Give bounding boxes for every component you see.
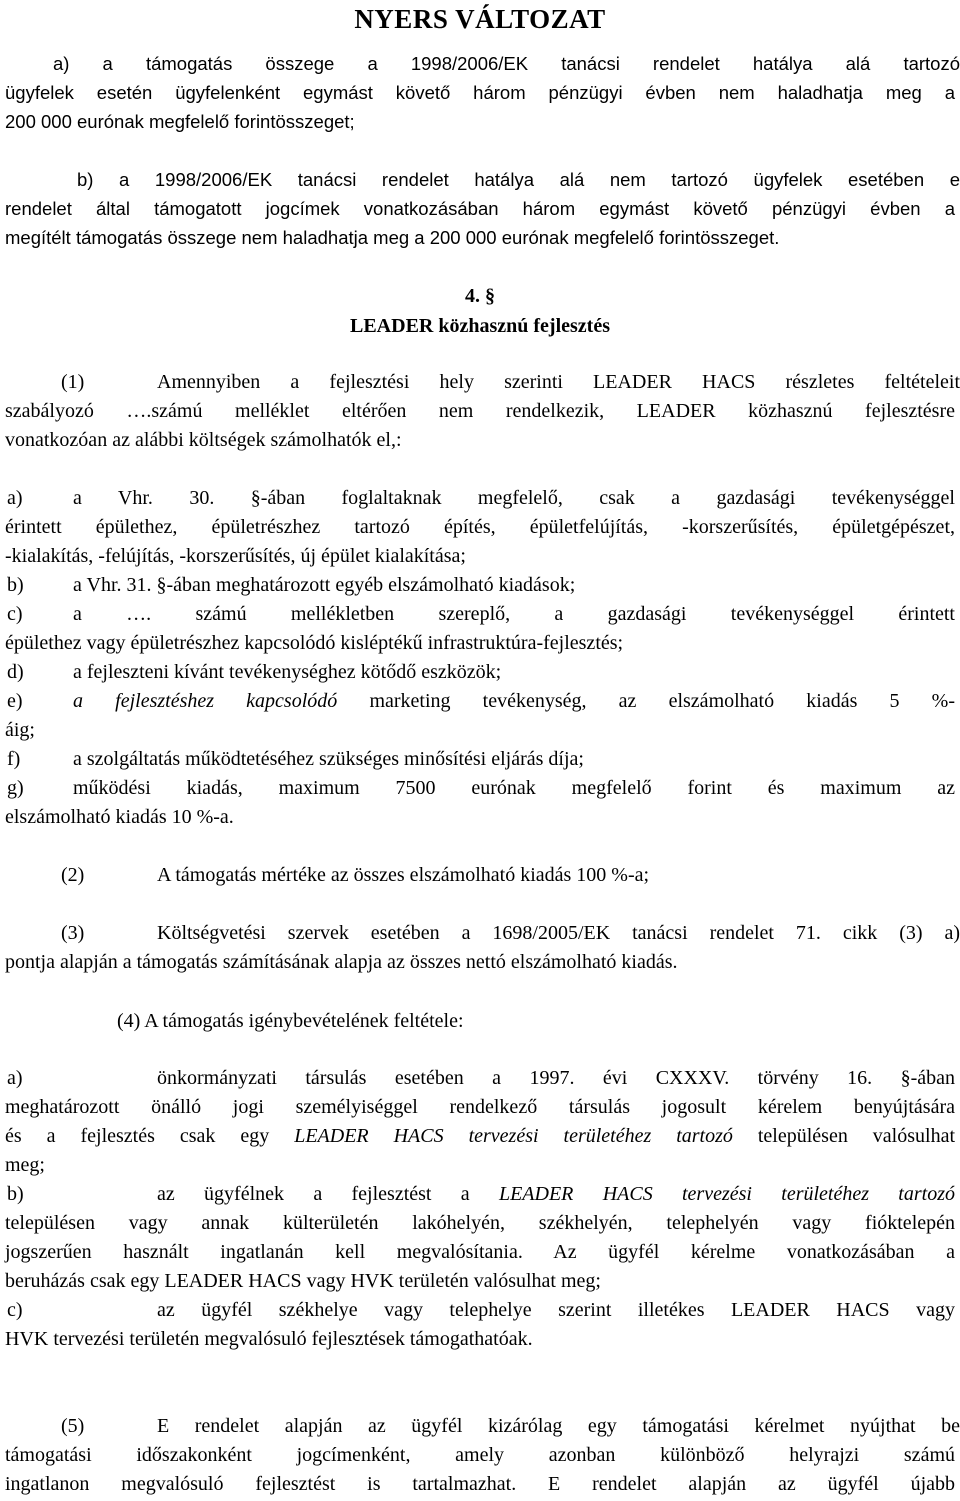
p4-c-label: c) <box>7 1299 23 1321</box>
p1-a-text: a Vhr. 30. §-ában foglaltaknak megfelelő, csak a gazdasági tevékenységgel <box>73 487 955 509</box>
p5-line-2: támogatási időszakonként jogcímenként, amely azonban különböző helyrajzi számú <box>5 1444 955 1466</box>
p1-e-line-2: áig; <box>5 719 35 741</box>
intro-b-line-3: megítélt támogatás összege nem haladhatja meg a 200 000 eurónak megfelelő forintösszeget. <box>5 227 780 248</box>
p4-b-line-1-italic: LEADER HACS tervezési területéhez tartozó <box>498 1183 955 1205</box>
p1-c-line-1 <box>5 602 955 626</box>
p4-b-label: b) <box>7 1183 24 1205</box>
p2-line <box>5 863 960 887</box>
p1-e-italic-text: a fejlesztéshez kapcsolódó <box>73 690 338 712</box>
p1-a-line-1 <box>5 486 955 510</box>
p1-a-line-3: -kialakítás, -felújítás, -korszerűsítés, új épület kialakítása; <box>5 545 466 567</box>
p5-line-3: ingatlanon megvalósuló fejlesztést is tartalmazhat. E rendelet alapján az ügyfél újabb <box>5 1473 955 1495</box>
p1-d-line <box>5 660 955 684</box>
p1-line-2: szabályozó ….számú melléklet eltérően nem rendelkezik, LEADER közhasznú fejlesztésre <box>5 400 955 422</box>
p3-line-1-text: Költségvetési szervek esetében a 1698/2005/EK tanácsi rendelet 71. cikk (3) a) <box>157 922 960 944</box>
p4-b-line-4: beruházás csak egy LEADER HACS vagy HVK területén valósulhat meg; <box>5 1270 601 1292</box>
p5-line-1 <box>5 1414 960 1438</box>
section-number-text: 4. <box>465 285 485 307</box>
intro-b-line-1: b) a 1998/2006/EK tanácsi rendelet hatálya alá nem tartozó ügyfelek esetében e <box>77 169 960 190</box>
p1-label: (1) <box>61 371 85 393</box>
p1-f-label: f) <box>7 748 21 770</box>
p1-f-line <box>5 747 955 771</box>
p1-c-text: a …. számú mellékletben szereplő, a gazdasági tevékenységgel érintett <box>73 603 955 625</box>
p4-a-line-4: meg; <box>5 1154 45 1176</box>
p1-line-1 <box>5 370 960 394</box>
p4-b-line-2: településen vagy annak külterületén lakóhelyén, székhelyén, telephelyén vagy fióktelepén <box>5 1212 955 1234</box>
p4-a-label: a) <box>7 1067 23 1089</box>
p1-g-line-2: elszámolható kiadás 10 %-a. <box>5 806 234 828</box>
p4-a-line-1 <box>5 1066 955 1090</box>
section-heading: LEADER közhasznú fejlesztés <box>350 315 610 337</box>
p4-c-line-2: HVK tervezési területén megvalósuló fejlesztések támogathatóak. <box>5 1328 533 1350</box>
p4-a-line-2: meghatározott önálló jogi személyiséggel rendelkező társulás jogosult kérelem benyújtására <box>5 1096 955 1118</box>
p1-g-line-1 <box>5 776 955 800</box>
intro-a-line-2: ügyfelek esetén ügyfelenként egymást követő három pénzügyi évben nem haladhatja meg a <box>5 82 955 103</box>
p1-g-text: működési kiadás, maximum 7500 eurónak megfelelő forint és maximum az <box>73 777 955 799</box>
p1-line-1-text: Amennyiben a fejlesztési hely szerinti LEADER HACS részletes feltételeit <box>157 371 960 393</box>
section-sign-icon: § <box>485 285 495 307</box>
p4-c-line-1 <box>5 1298 955 1322</box>
p4-c-text: az ügyfél székhelye vagy telephelye szerint illetékes LEADER HACS vagy <box>157 1299 955 1321</box>
p3-line-2: pontja alapján a támogatás számításának alapja az összes nettó elszámolható kiadás. <box>5 951 678 973</box>
p2-label: (2) <box>61 864 85 886</box>
p4-b-line-1-pre: az ügyfélnek a fejlesztést a <box>157 1183 499 1205</box>
p5-label: (5) <box>61 1415 85 1437</box>
intro-a-line-1: a) a támogatás összege a 1998/2006/EK tanácsi rendelet hatálya alá tartozó <box>53 53 960 74</box>
p3-line-1 <box>5 921 960 945</box>
p1-line-3: vonatkozóan az alábbi költségek számolhatók el,: <box>5 429 402 451</box>
p1-b-line <box>5 573 955 597</box>
intro-a-line-3: 200 000 eurónak megfelelő forintösszeget; <box>5 111 355 132</box>
p4-b-line-1 <box>5 1182 955 1206</box>
p1-g-label: g) <box>7 777 24 799</box>
p1-b-text: a Vhr. 31. §-ában meghatározott egyéb elszámolható kiadások; <box>73 574 576 596</box>
p3-label: (3) <box>61 922 85 944</box>
p4-b-line-3: jogszerűen használt ingatlanán kell megvalósítania. Az ügyfél kérelme vonatkozásában a <box>5 1241 955 1263</box>
p1-a-line-2: érintett épülethez, épületrészhez tartozó építés, épületfelújítás, -korszerűsítés, épületgépészet, <box>5 516 955 538</box>
p4-a-text: önkormányzati társulás esetében a 1997. évi CXXXV. törvény 16. §-ában <box>157 1067 955 1089</box>
p1-c-line-2: épülethez vagy épületrészhez kapcsolódó kisléptékű infrastruktúra-fejlesztés; <box>5 632 624 654</box>
p1-c-label: c) <box>7 603 23 625</box>
p2-text: A támogatás mértéke az összes elszámolható kiadás 100 %-a; <box>157 864 650 886</box>
p4-a-line-3-post: településen valósulhat <box>732 1125 956 1147</box>
p1-a-label: a) <box>7 487 23 509</box>
p4-a-line-3-italic: LEADER HACS tervezési területéhez tartozó <box>294 1125 733 1147</box>
p4-heading: (4) A támogatás igénybevételének feltétele: <box>117 1010 464 1032</box>
p1-e-text: marketing tevékenység, az elszámolható kiadás 5 %- <box>337 690 955 712</box>
intro-b-line-2: rendelet által támogatott jogcímek vonatkozásában három egymást követő pénzügyi évben a <box>5 198 955 219</box>
p1-e-label: e) <box>7 690 23 712</box>
p4-a-line-3 <box>5 1124 955 1148</box>
section-number <box>0 284 960 308</box>
p1-d-text: a fejleszteni kívánt tevékenységhez kötődő eszközök; <box>73 661 502 683</box>
p5-line-1-text: E rendelet alapján az ügyfél kizárólag egy támogatási kérelmet nyújthat be <box>157 1415 960 1437</box>
p1-e-line-1 <box>5 689 955 713</box>
page-title: NYERS VÁLTOZAT <box>354 4 606 34</box>
p1-b-label: b) <box>7 574 24 596</box>
p1-d-label: d) <box>7 661 24 683</box>
p1-f-text: a szolgáltatás működtetéséhez szükséges minősítési eljárás díja; <box>73 748 584 770</box>
p4-a-line-3-pre: és a fejlesztés csak egy <box>5 1125 295 1147</box>
